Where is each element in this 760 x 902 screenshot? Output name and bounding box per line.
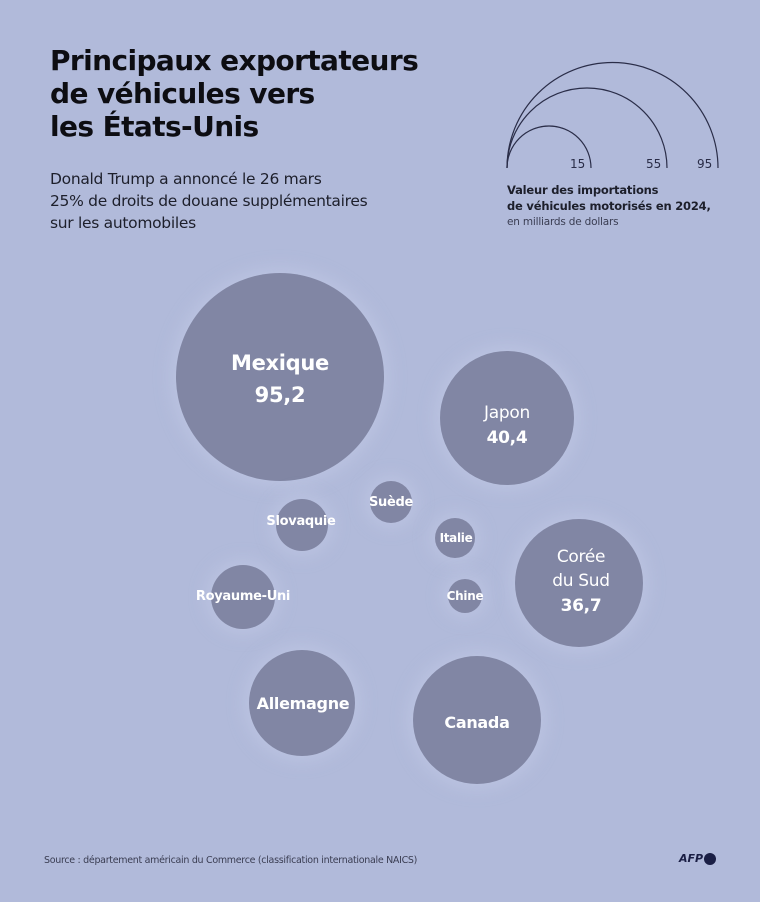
label-mexique-name: Mexique: [230, 351, 330, 375]
title-line-2: de véhicules vers: [50, 77, 315, 110]
label-coree-du-sud: [552, 545, 610, 619]
title-line-3: les États-Unis: [50, 110, 259, 143]
label-allemagne: Allemagne: [256, 694, 350, 713]
label-suede: Suède: [368, 495, 414, 510]
subtitle-line-2: 25% de droits de douane supplémentaires: [50, 192, 368, 210]
label-coree-value: 36,7: [560, 596, 602, 616]
label-japon-value: 40,4: [486, 428, 528, 448]
label-coree-line-1: Corée: [556, 547, 606, 567]
chart-subtitle: [50, 168, 410, 234]
source-note: Source : département américain du Commerce (classification internationale NAICS): [44, 855, 418, 866]
label-coree-line-2: du Sud: [552, 571, 610, 591]
label-japon-name: Japon: [484, 403, 530, 423]
legend-arc-55: [507, 88, 667, 168]
size-legend: [500, 58, 740, 238]
label-chine: Chine: [446, 589, 484, 603]
subtitle-line-3: sur les automobiles: [50, 214, 196, 232]
legend-arcs-icon: [500, 58, 740, 178]
afp-dot-icon: [704, 853, 716, 865]
legend-value-95: 95: [697, 157, 713, 171]
subtitle-line-1: Donald Trump a annoncé le 26 mars: [50, 170, 322, 188]
label-canada: Canada: [444, 713, 510, 732]
afp-logo-text: AFP: [679, 852, 704, 865]
legend-title-line-1: Valeur des importations: [507, 183, 659, 197]
legend-value-55: 55: [646, 157, 662, 171]
legend-title: [507, 182, 747, 214]
chart-title: [50, 44, 470, 143]
afp-logo: [679, 852, 716, 865]
legend-title-line-2: de véhicules motorisés en 2024,: [507, 199, 711, 213]
label-royaume-uni: Royaume-Uni: [195, 589, 291, 604]
label-italie: Italie: [439, 531, 473, 545]
label-mexique: [231, 347, 329, 411]
legend-arc-95: [507, 63, 718, 169]
label-japon: [484, 401, 530, 451]
label-mexique-value: 95,2: [254, 383, 306, 407]
legend-value-15: 15: [570, 157, 586, 171]
legend-unit: en milliards de dollars: [507, 216, 619, 228]
label-slovaquie: Slovaquie: [266, 514, 336, 529]
title-line-1: Principaux exportateurs: [50, 44, 419, 77]
